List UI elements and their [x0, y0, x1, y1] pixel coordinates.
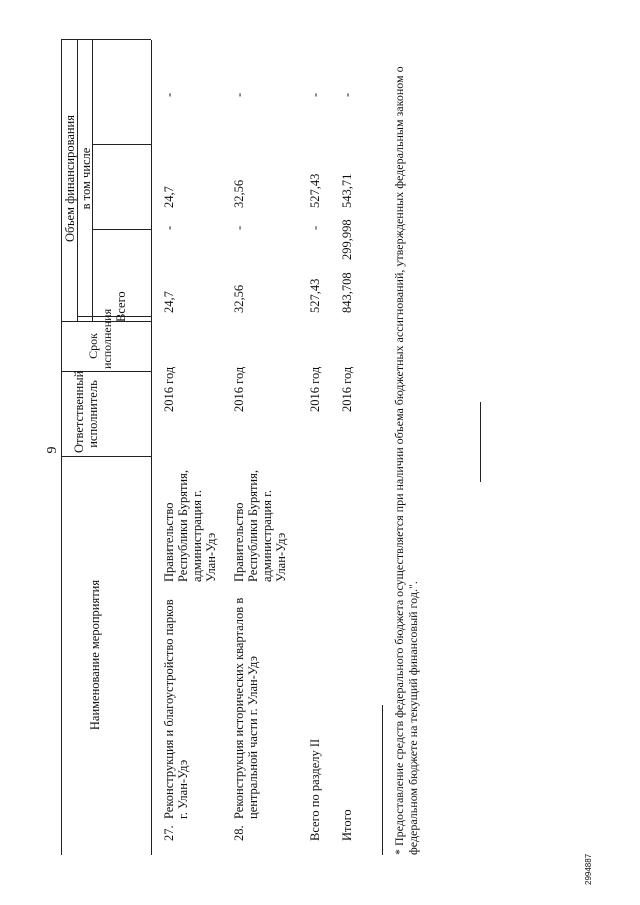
row-27-extra: - [162, 92, 176, 97]
row-27-executor: Правительство Республики Бурятия, администрация г. Улан-Удэ [162, 470, 218, 582]
row-28-fed: - [232, 225, 246, 230]
col-divider-1 [61, 456, 151, 457]
page-number: 9 [45, 446, 60, 454]
header-bottom-border [151, 40, 152, 855]
row-section-total-deadline: 2016 год [308, 366, 322, 412]
row-section-total-subj: 527,43 [308, 173, 322, 208]
footnote-text: * Предоставление средств федерального бюджета осуществляется при наличии объема бюджетных ассигнований, утвержденных федеральным законом о федеральном бюджете на текущий финансовый год.". [392, 66, 420, 855]
row-grand-total-fed: 299,998 [340, 219, 354, 260]
row-27-subj: 24,7 [162, 186, 176, 208]
row-28-extra: - [232, 92, 246, 97]
row-grand-total-name: Итого [340, 809, 354, 841]
col-divider-6 [92, 144, 151, 145]
header-line-volume [77, 40, 78, 322]
header-deadline: Срок исполнения [86, 308, 114, 369]
row-28-deadline: 2016 год [232, 366, 246, 412]
row-27-name: Реконструкция и благоустройство парков г. Улан-Удэ [162, 599, 190, 819]
row-grand-total-deadline: 2016 год [340, 366, 354, 412]
table-end-rule [480, 402, 481, 482]
row-28-num: 28. [232, 825, 246, 841]
document-code: 2994887 [584, 853, 593, 885]
row-grand-total-extra: - [340, 92, 354, 97]
row-27-fed: - [162, 225, 176, 230]
row-27-total: 24,7 [162, 291, 176, 313]
header-name: Наименование мероприятия [88, 579, 102, 731]
footnote-rule [382, 705, 383, 855]
row-grand-total-subj: 543,71 [340, 173, 354, 208]
row-section-total-fed: - [308, 225, 322, 230]
table-top-border [61, 40, 62, 855]
header-incl: в том числе [79, 147, 93, 210]
row-section-total-name: Всего по разделу II [308, 738, 322, 841]
row-28-subj: 32,56 [232, 179, 246, 208]
row-section-total-total: 527,43 [308, 278, 322, 313]
header-volume: Объем финансирования [63, 115, 77, 242]
row-28-total: 32,56 [232, 284, 246, 313]
col-divider-5 [92, 229, 151, 230]
row-28-executor: Правительство Республики Бурятия, администрация г. Улан-Удэ [232, 470, 288, 582]
row-grand-total-total: 843,708 [340, 272, 354, 313]
row-27-deadline: 2016 год [162, 366, 176, 412]
row-section-total-extra: - [308, 92, 322, 97]
rotated-page: 9 Наименование мероприятия Ответственный исполнитель Срок исполнения Объем финансирования в том числе 27. Реконструкция и благоустройство парков г. Улан-Удэ Правительство Республики Бурятия, администрация г. Улан-Удэ 2016 год 24,7 - 24,7 - 28. Реконструкция исторических кварталов в центральной части г. Улан-Удэ Правительство Республики Бурятия, администрация г. Улан-Удэ 2016 год 32,56 - 32,56 - Всего по разделу II 2016 год 527,43 - 527,43 - Итого 2016 год 843,708 299,998 543,71 - * Предоставление средств федерального бюджета осуществляется при наличии объема бюджетных ассигнований, утвержденных федеральным законом о федеральном бюджете на текущий финансовый год.". 2994887 Всего [0, 0, 640, 905]
row-27-num: 27. [162, 825, 176, 841]
header-executor: Ответственный исполнитель [72, 370, 100, 453]
row-28-name: Реконструкция исторических кварталов в центральной части г. Улан-Удэ [232, 597, 260, 819]
